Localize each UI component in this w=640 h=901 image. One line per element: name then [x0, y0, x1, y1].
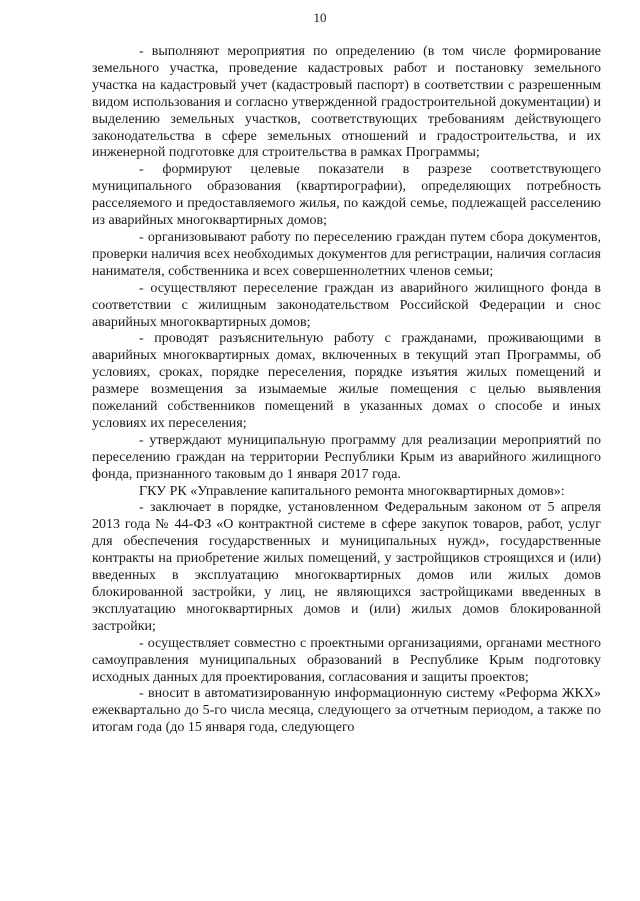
- document-body: [92, 44, 601, 737]
- paragraph: - заключает в порядке, установленном Федеральным законом от 5 апреля 2013 года № 44-ФЗ «О контрактной системе в сфере закупок товаров, работ, услуг для обеспечения государственных и муниципальных нужд», государственные контракты на приобретение жилых помещений, у застройщиков строящихся и (или) введенных в эксплуатацию многоквартирных домов или жилых домов блокированной застройки, у лиц, не являющихся застройщиками введенных в эксплуатацию многоквартирных домов и (или) жилых домов блокированной застройки;: [92, 500, 601, 634]
- paragraph: - осуществляют переселение граждан из аварийного жилищного фонда в соответствии с жилищным законодательством Российской Федерации и снос аварийных многоквартирных домов;: [92, 280, 601, 330]
- paragraph: - формируют целевые показатели в разрезе соответствующего муниципального образования (квартирографии), определяющих потребность расселяемого и предоставляемого жилья, по каждой семье, подлежащей расселению из аварийных многоквартирных домов;: [92, 162, 601, 229]
- paragraph: ГКУ РК «Управление капитального ремонта многоквартирных домов»:: [139, 483, 565, 499]
- paragraph: - организовывают работу по переселению граждан путем сбора документов, проверки наличия всех необходимых документов для регистрации, наличия согласия нанимателя, собственника и всех совершеннолетних членов семьи;: [92, 229, 601, 279]
- page-number: 10: [313, 10, 327, 25]
- paragraph: - выполняют мероприятия по определению (в том числе формирование земельного участка, проведение кадастровых работ и постановку земельного участка на кадастровый учет (кадастровый паспорт) в соответствии с разрешенным видом использования и согласно утвержденной градостроительной документации) и выделению земельных участков, соответствующих требованиям действующего законодательства в сфере земельных отношений и градостроительства, и их инженерной подготовке для строительства в рамках Программы;: [92, 44, 601, 161]
- paragraph: - осуществляет совместно с проектными организациями, органами местного самоуправления муниципальных образований в Республике Крым подготовку исходных данных для проектирования, согласования и защиты проектов;: [92, 635, 601, 685]
- paragraph: - утверждают муниципальную программу для реализации мероприятий по переселению граждан на территории Республики Крым из аварийного жилищного фонда, признанного таковым до 1 января 2017 года.: [92, 432, 601, 482]
- paragraph: - проводят разъяснительную работу с гражданами, проживающими в аварийных многоквартирных домах, включенных в текущий этап Программы, об условиях, сроках, порядке переселения, порядке изъятия жилых помещений и размере возмещения за изымаемые жилые помещения с целью выявления пожеланий собственников помещений в указанных домах о способе и иных условиях их переселения;: [92, 331, 601, 431]
- paragraph: - вносит в автоматизированную информационную систему «Реформа ЖКХ» ежеквартально до 5-го числа месяца, следующего за отчетным периодом, а также по итогам года (до 15 января года, следующего: [92, 686, 601, 736]
